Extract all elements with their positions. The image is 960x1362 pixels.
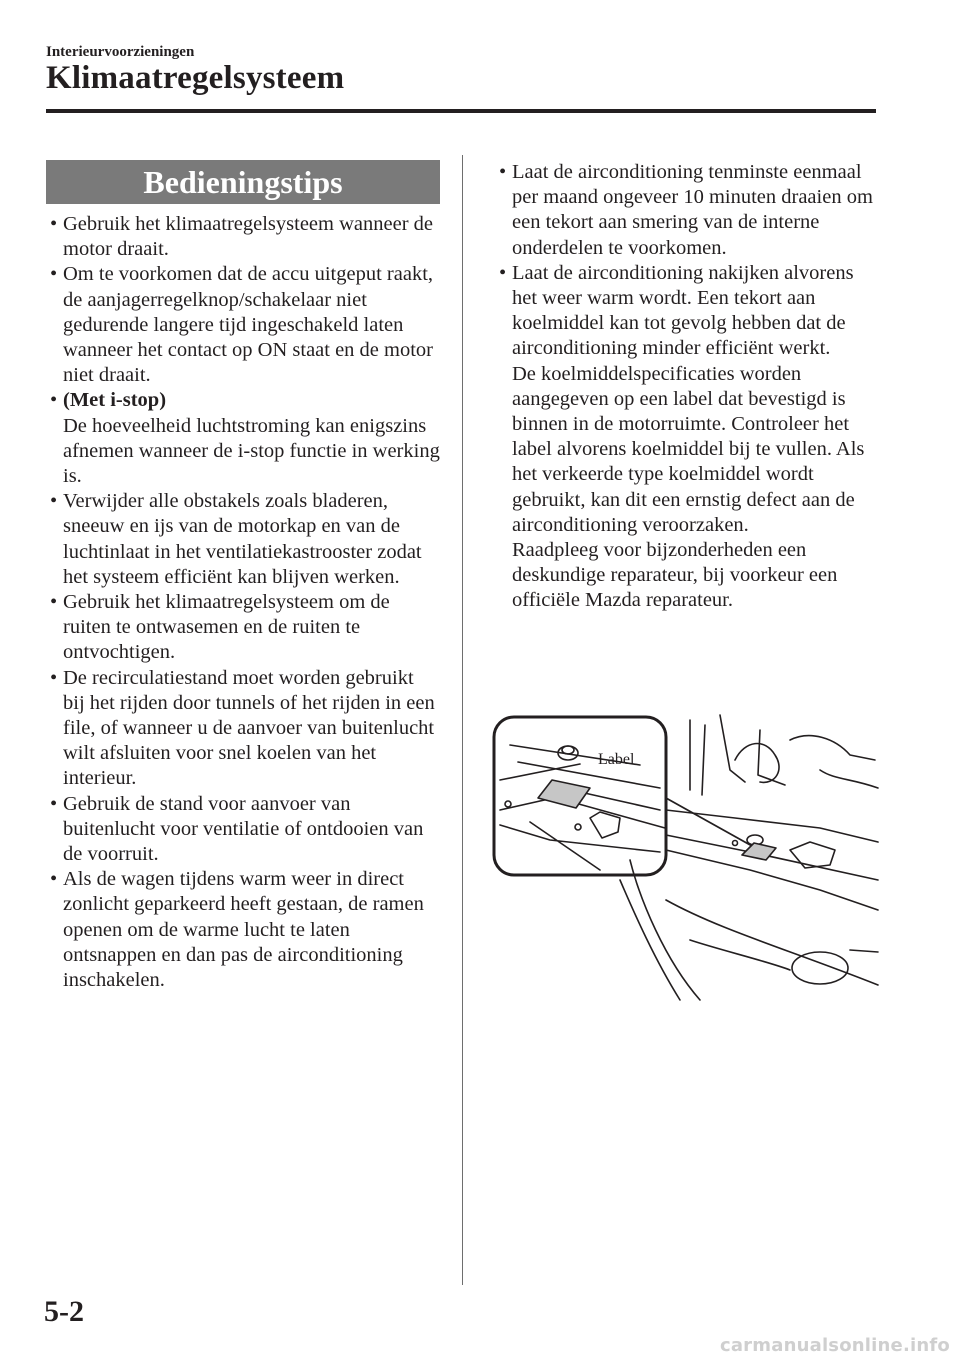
tip-text: Verwijder alle obstakels zoals bladeren, sneeuw en ijs van de motorkap en van de luchtinlaat in het ventilatiekastrooster zodat het systeem efficiënt kan blijven werken. (63, 490, 422, 588)
tip-text: Gebruik het klimaatregelsysteem om de ruiten te ontwasemen en de ruiten te ontvochtigen. (63, 591, 390, 664)
tip-text: De recirculatiestand moet worden gebruikt bij het rijden door tunnels of het rijden in een file, of wanneer u de aanvoer van buitenlucht wilt afsluiten voor snel koelen van het interieur. (63, 666, 435, 790)
figure-label-text: Label (598, 751, 635, 768)
bullet-icon: • (50, 490, 58, 513)
tip-text: Laat de airconditioning nakijken alvorens het weer warm wordt. Een tekort aan koelmiddel kan tot gevolg hebben dat de airconditioning minder efficiënt werkt. (512, 261, 854, 360)
tip-text: Om te voorkomen dat de accu uitgeput raakt, de aanjagerregelknop/schakelaar niet gedurende langere tijd ingeschakeld laten wanneer het contact op ON staat en de motor niet draait. (63, 263, 434, 387)
inset-cap-top (562, 746, 574, 754)
bullet-icon: • (50, 591, 58, 614)
bullet-icon: • (50, 868, 58, 891)
watermark: carmanualsonline.info (719, 1335, 950, 1356)
left-column (46, 160, 440, 993)
tip-text: Gebruik de stand voor aanvoer van buitenlucht voor ventilatie of ontdooien van de voorruit. (63, 792, 424, 866)
bracket (790, 842, 835, 868)
inset-bolt (575, 824, 581, 830)
page-number: 5-2 (44, 1295, 84, 1328)
tip-item (46, 212, 440, 262)
inset-structure (500, 745, 665, 870)
bullet-icon: • (50, 213, 58, 235)
tip-text: De hoeveelheid luchtstroming kan enigszins afnemen wanneer de i-stop functie in werking is. (63, 414, 440, 488)
cowl-line (666, 850, 878, 910)
engine-edge (820, 770, 878, 788)
tip-heading: (Met i-stop) (63, 389, 167, 412)
bumper-edge (850, 950, 878, 952)
tip-item (46, 262, 440, 388)
tip-item (46, 666, 440, 792)
column-divider (462, 155, 463, 1285)
fog-lamp (792, 952, 848, 984)
tip-text-extra: De koelmiddelspecificaties worden aangegeven op een label dat bevestigd is binnen in de motorruimte. Controleer het label alvorens koelmiddel bij te vullen. Als het verkeerde type koelmiddel wordt gebruikt, kan dit een ernstig defect aan de airconditioning veroorzaken. (512, 362, 865, 536)
bullet-icon: • (50, 263, 58, 286)
tip-item (46, 867, 440, 993)
section-label: Interieurvoorzieningen (46, 44, 195, 60)
tip-text: Gebruik het klimaatregelsysteem wanneer de motor draait. (63, 213, 433, 261)
engine-compartment-drawing (490, 700, 880, 1005)
hose-curve (790, 736, 875, 760)
bumper-curve (690, 940, 790, 970)
tip-item (495, 261, 880, 614)
tip-text-extra: Raadpleeg voor bijzonderheden een deskundige reparateur, bij voorkeur een officiële Mazda reparateur. (512, 539, 838, 612)
hose-curve (735, 744, 779, 783)
bumper-curve (630, 860, 700, 1000)
leader-line (666, 798, 752, 846)
tip-text: Als de wagen tijdens warm weer in direct zonlicht geparkeerd heeft gestaan, de ramen openen om de warme lucht te laten ontsnappen en dan pas de airconditioning inschakelen. (63, 868, 424, 992)
bullet-icon: • (50, 792, 58, 815)
inset-bracket (590, 812, 620, 838)
tip-item (495, 160, 880, 261)
tip-item (46, 388, 440, 489)
bumper-curve (620, 880, 680, 1000)
inset-label-sticker (538, 780, 590, 808)
inset-bolt (505, 801, 511, 807)
title-rule (46, 109, 876, 113)
tip-item (46, 489, 440, 590)
bullet-icon: • (50, 666, 58, 689)
bullet-icon: • (499, 261, 507, 284)
right-column (495, 160, 880, 614)
bullet-icon: • (50, 389, 58, 412)
tip-item (46, 792, 440, 868)
tips-banner: Bedieningstips (46, 160, 440, 204)
engine-compartment-illustration (490, 700, 880, 1005)
chapter-title: Klimaatregelsysteem (46, 60, 345, 96)
tip-item (46, 590, 440, 666)
tip-text: Laat de airconditioning tenminste eenmaal per maand ongeveer 10 minuten draaien om een tekort aan smering van de interne onderdelen te voorkomen. (512, 161, 873, 259)
bolt (733, 841, 738, 846)
bullet-icon: • (499, 161, 507, 183)
label-sticker (742, 843, 776, 860)
